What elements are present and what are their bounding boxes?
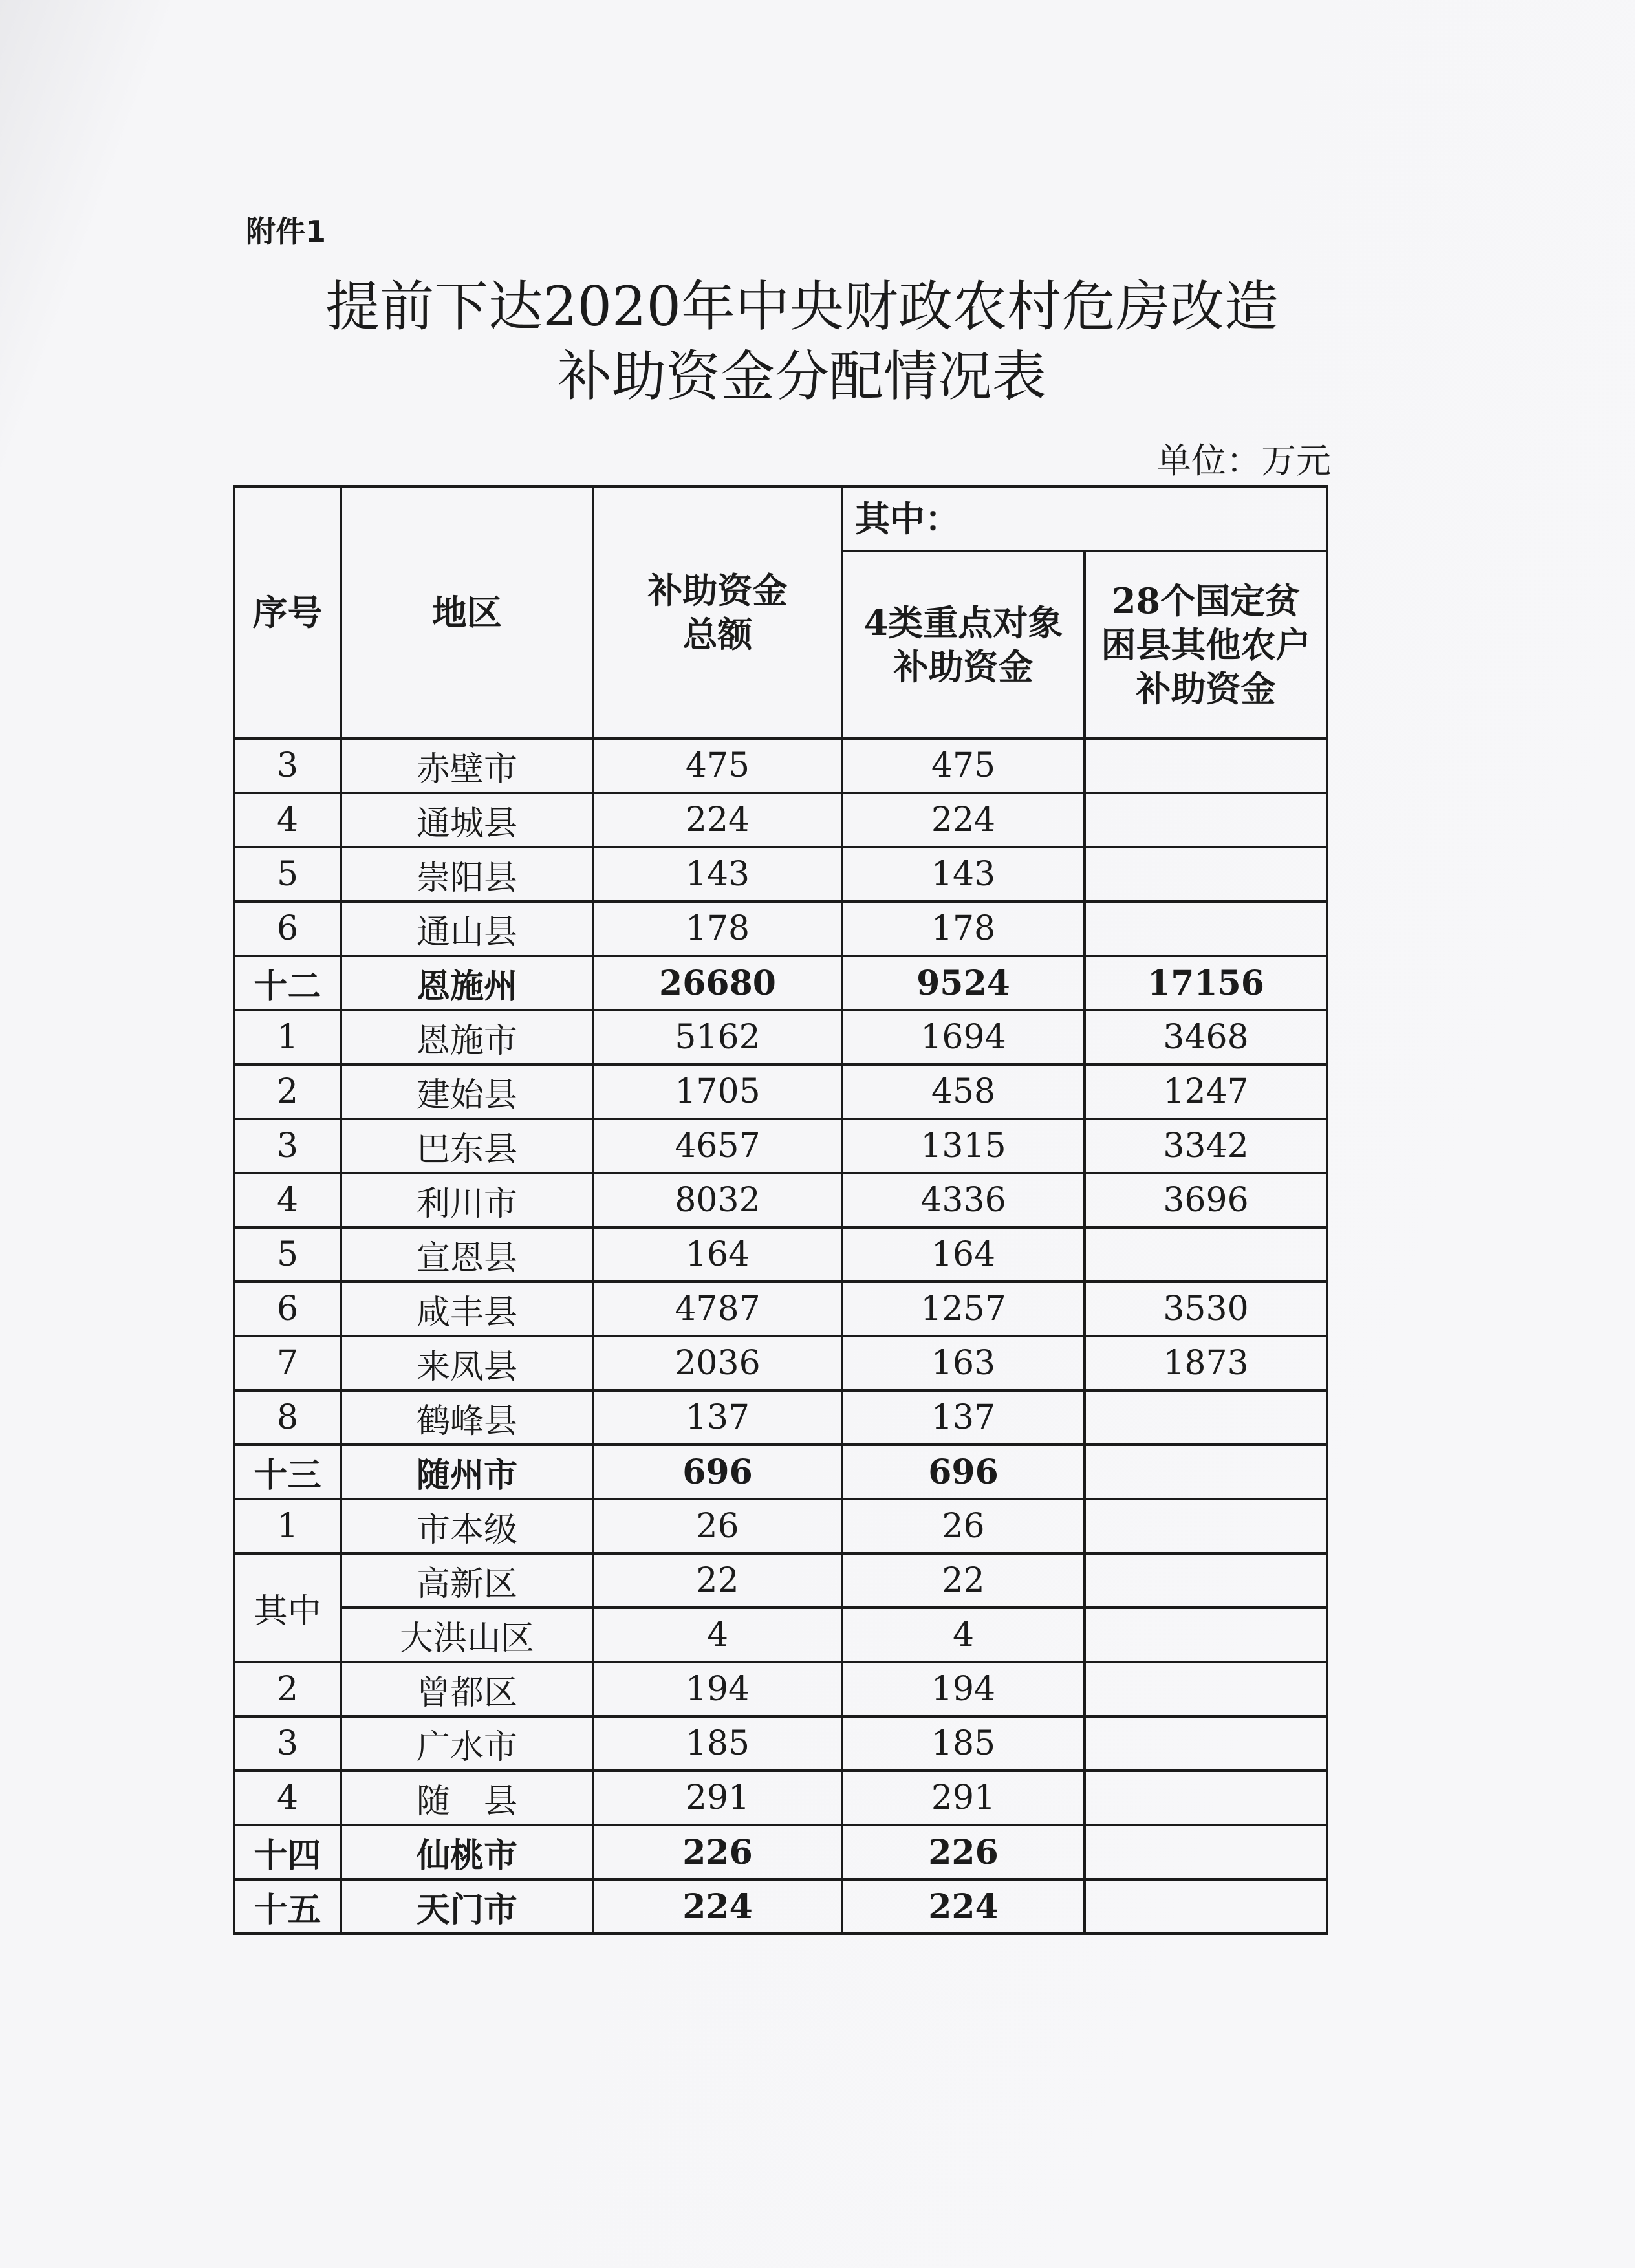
table-row <box>234 739 1327 793</box>
row-region: 鹤峰县 <box>341 1390 593 1445</box>
row-seq: 4 <box>234 793 341 847</box>
row-poverty-counties <box>1085 1553 1327 1608</box>
row-poverty-counties <box>1085 1662 1327 1716</box>
row-key-groups: 4 <box>842 1608 1085 1662</box>
row-poverty-counties <box>1085 1499 1327 1553</box>
row-total: 224 <box>593 1879 842 1934</box>
row-key-groups: 458 <box>842 1064 1085 1119</box>
row-region: 来凤县 <box>341 1336 593 1390</box>
attachment-label: 附件1 <box>246 214 327 249</box>
row-region: 仙桃市 <box>341 1825 593 1879</box>
row-region: 巴东县 <box>341 1119 593 1173</box>
row-seq: 十五 <box>234 1879 341 1934</box>
row-total: 178 <box>593 902 842 956</box>
row-poverty-counties <box>1085 1390 1327 1445</box>
row-seq: 3 <box>234 1119 341 1173</box>
row-total: 194 <box>593 1662 842 1716</box>
row-key-groups: 696 <box>842 1445 1085 1499</box>
row-total: 137 <box>593 1390 842 1445</box>
row-poverty-counties: 1247 <box>1085 1064 1327 1119</box>
row-region: 宣恩县 <box>341 1227 593 1282</box>
row-seq: 6 <box>234 1282 341 1336</box>
header-key-groups: 4类重点对象补助资金 <box>842 551 1085 739</box>
row-total: 26 <box>593 1499 842 1553</box>
row-key-groups: 475 <box>842 739 1085 793</box>
row-key-groups: 164 <box>842 1227 1085 1282</box>
row-seq: 十四 <box>234 1825 341 1879</box>
table-row <box>234 1716 1327 1771</box>
row-poverty-counties <box>1085 1227 1327 1282</box>
header-of-which: 其中： <box>842 486 1327 551</box>
table-row <box>234 1553 1327 1608</box>
table-row <box>234 1771 1327 1825</box>
row-region: 曾都区 <box>341 1662 593 1716</box>
row-region: 通山县 <box>341 902 593 956</box>
row-region: 广水市 <box>341 1716 593 1771</box>
row-seq: 3 <box>234 1716 341 1771</box>
row-poverty-counties <box>1085 1879 1327 1934</box>
row-seq: 1 <box>234 1499 341 1553</box>
row-poverty-counties: 3530 <box>1085 1282 1327 1336</box>
table-row-subtotal <box>234 1825 1327 1879</box>
row-poverty-counties: 3468 <box>1085 1010 1327 1064</box>
table-row <box>234 1227 1327 1282</box>
table-row <box>234 1064 1327 1119</box>
row-poverty-counties <box>1085 1825 1327 1879</box>
row-poverty-counties <box>1085 1716 1327 1771</box>
row-key-groups: 185 <box>842 1716 1085 1771</box>
row-seq: 4 <box>234 1173 341 1227</box>
row-key-groups: 9524 <box>842 956 1085 1010</box>
row-poverty-counties: 3342 <box>1085 1119 1327 1173</box>
row-region: 随州市 <box>341 1445 593 1499</box>
row-key-groups: 224 <box>842 793 1085 847</box>
row-poverty-counties <box>1085 847 1327 902</box>
row-poverty-counties <box>1085 1771 1327 1825</box>
row-key-groups: 163 <box>842 1336 1085 1390</box>
row-total: 1705 <box>593 1064 842 1119</box>
row-key-groups: 22 <box>842 1553 1085 1608</box>
table-row <box>234 1173 1327 1227</box>
row-seq: 8 <box>234 1390 341 1445</box>
row-poverty-counties <box>1085 902 1327 956</box>
row-region: 高新区 <box>341 1553 593 1608</box>
row-total: 22 <box>593 1553 842 1608</box>
row-poverty-counties <box>1085 793 1327 847</box>
row-seq: 7 <box>234 1336 341 1390</box>
row-seq: 十三 <box>234 1445 341 1499</box>
row-seq: 5 <box>234 1227 341 1282</box>
table-row <box>234 1010 1327 1064</box>
row-poverty-counties <box>1085 1608 1327 1662</box>
header-poverty-counties: 28个国定贫困县其他农户补助资金 <box>1085 551 1327 739</box>
row-total: 4657 <box>593 1119 842 1173</box>
table-row-subtotal <box>234 956 1327 1010</box>
table-row <box>234 847 1327 902</box>
row-poverty-counties: 3696 <box>1085 1173 1327 1227</box>
row-seq: 2 <box>234 1662 341 1716</box>
row-region: 天门市 <box>341 1879 593 1934</box>
unit-label: 单位：万元 <box>1156 440 1331 481</box>
row-region: 恩施州 <box>341 956 593 1010</box>
row-key-groups: 224 <box>842 1879 1085 1934</box>
row-region: 大洪山区 <box>341 1608 593 1662</box>
row-seq: 6 <box>234 902 341 956</box>
row-poverty-counties: 1873 <box>1085 1336 1327 1390</box>
row-total: 2036 <box>593 1336 842 1390</box>
table-row <box>234 1608 1327 1662</box>
row-region: 咸丰县 <box>341 1282 593 1336</box>
row-seq: 3 <box>234 739 341 793</box>
table-row <box>234 902 1327 956</box>
table-row <box>234 1282 1327 1336</box>
row-region: 随 县 <box>341 1771 593 1825</box>
row-poverty-counties <box>1085 1445 1327 1499</box>
row-region: 赤壁市 <box>341 739 593 793</box>
row-total: 226 <box>593 1825 842 1879</box>
table-row <box>234 1499 1327 1553</box>
row-region: 通城县 <box>341 793 593 847</box>
row-key-groups: 291 <box>842 1771 1085 1825</box>
row-region: 恩施市 <box>341 1010 593 1064</box>
row-total: 475 <box>593 739 842 793</box>
row-total: 8032 <box>593 1173 842 1227</box>
row-poverty-counties: 17156 <box>1085 956 1327 1010</box>
row-total: 26680 <box>593 956 842 1010</box>
row-total: 696 <box>593 1445 842 1499</box>
row-region: 建始县 <box>341 1064 593 1119</box>
row-region: 市本级 <box>341 1499 593 1553</box>
table-row <box>234 1662 1327 1716</box>
row-key-groups: 194 <box>842 1662 1085 1716</box>
row-key-groups: 4336 <box>842 1173 1085 1227</box>
row-total: 4787 <box>593 1282 842 1336</box>
row-total: 224 <box>593 793 842 847</box>
row-total: 5162 <box>593 1010 842 1064</box>
row-key-groups: 226 <box>842 1825 1085 1879</box>
row-key-groups: 1257 <box>842 1282 1085 1336</box>
header-region: 地区 <box>341 486 593 739</box>
row-key-groups: 26 <box>842 1499 1085 1553</box>
row-total: 185 <box>593 1716 842 1771</box>
row-region: 利川市 <box>341 1173 593 1227</box>
table-row <box>234 1336 1327 1390</box>
document-title-line-2: 补助资金分配情况表 <box>557 345 1046 408</box>
row-seq: 1 <box>234 1010 341 1064</box>
table-row-subtotal <box>234 1445 1327 1499</box>
row-total: 4 <box>593 1608 842 1662</box>
row-seq-group: 其中 <box>234 1553 341 1662</box>
header-total: 补助资金总额 <box>593 486 842 739</box>
document-title-line-1: 提前下达2020年中央财政农村危房改造 <box>325 275 1279 338</box>
row-key-groups: 1315 <box>842 1119 1085 1173</box>
table-row <box>234 793 1327 847</box>
row-key-groups: 137 <box>842 1390 1085 1445</box>
row-poverty-counties <box>1085 739 1327 793</box>
row-seq: 2 <box>234 1064 341 1119</box>
table-row <box>234 1390 1327 1445</box>
row-seq: 4 <box>234 1771 341 1825</box>
row-region: 崇阳县 <box>341 847 593 902</box>
row-total: 291 <box>593 1771 842 1825</box>
row-seq: 十二 <box>234 956 341 1010</box>
row-key-groups: 178 <box>842 902 1085 956</box>
row-key-groups: 143 <box>842 847 1085 902</box>
allocation-table <box>233 485 1328 1935</box>
row-total: 143 <box>593 847 842 902</box>
row-seq: 5 <box>234 847 341 902</box>
row-total: 164 <box>593 1227 842 1282</box>
table-row <box>234 1119 1327 1173</box>
row-key-groups: 1694 <box>842 1010 1085 1064</box>
table-row-subtotal <box>234 1879 1327 1934</box>
header-seq: 序号 <box>234 486 341 739</box>
